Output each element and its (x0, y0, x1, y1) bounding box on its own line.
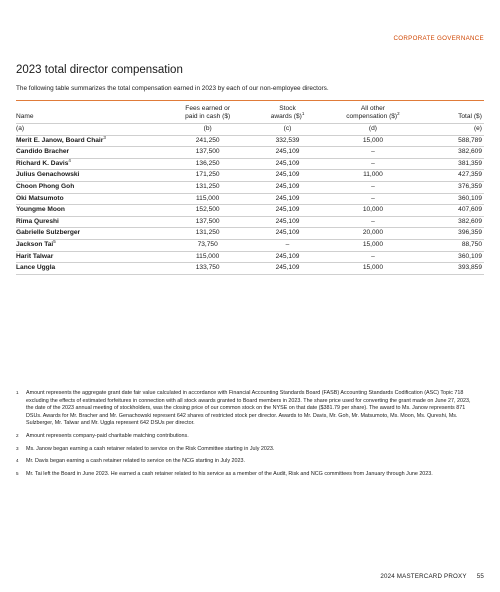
table-row (16, 251, 484, 263)
compensation-table (16, 100, 484, 275)
stock-cell: 245,109 (250, 216, 325, 228)
total-cell: 427,359 (421, 170, 484, 182)
footer-doc-title: 2024 MASTERCARD PROXY (380, 573, 467, 580)
footnote-ref: 3 (103, 134, 106, 140)
director-name: Richard K. Davis$^4$ (16, 158, 165, 170)
director-name: Choon Phong Goh (16, 181, 165, 193)
table-row (16, 205, 484, 217)
stock-cell: 245,109 (250, 158, 325, 170)
total-cell: 396,359 (421, 228, 484, 240)
director-name: Harit Talwar (16, 251, 165, 263)
total-cell: 381,359 (421, 158, 484, 170)
stock-cell: 245,109 (250, 228, 325, 240)
stock-cell: 245,109 (250, 147, 325, 159)
footnote-mark: 3 (16, 445, 19, 451)
director-name: Jackson Tai$^5$ (16, 239, 165, 251)
footnote-mark: 1 (16, 390, 19, 395)
footnote-ref: 5 (53, 238, 56, 244)
director-name: Oki Matsumoto (16, 193, 165, 205)
table-row (16, 228, 484, 240)
column-header-fees: Fees earned or paid in cash ($) (165, 101, 249, 124)
column-header-name: Name (16, 101, 165, 124)
director-name: Candido Bracher (16, 147, 165, 159)
column-header-other: All other compensation ($)$^2$ (325, 101, 421, 124)
stock-cell: 332,539 (250, 135, 325, 147)
other-cell: – (325, 158, 421, 170)
footnote-ref: 4 (68, 157, 71, 163)
footnote-mark: 5 (16, 470, 19, 476)
footnote-text: Amount represents company-paid charitable matching contributions. (26, 432, 189, 439)
footnote (16, 390, 478, 428)
stock-cell: 245,109 (250, 193, 325, 205)
column-header-total: Total ($) (421, 101, 484, 124)
stock-cell: – (250, 239, 325, 251)
table-header-row (16, 101, 484, 124)
fees-cell: 131,250 (165, 228, 249, 240)
table-row (16, 193, 484, 205)
table-row (16, 263, 484, 275)
footnote-mark: 2 (16, 432, 19, 438)
total-cell: 360,109 (421, 251, 484, 263)
letter-d: (d) (325, 124, 421, 136)
total-cell: 382,609 (421, 216, 484, 228)
fees-cell: 171,250 (165, 170, 249, 182)
table-row (16, 181, 484, 193)
total-cell: 88,750 (421, 239, 484, 251)
fees-cell: 152,500 (165, 205, 249, 217)
footnote (16, 433, 478, 441)
letter-b: (b) (165, 124, 249, 136)
other-cell: 20,000 (325, 228, 421, 240)
stock-cell: 245,109 (250, 181, 325, 193)
footnote-text: Amount represents the aggregate grant date fair value calculated in accordance with Financial Accounting Standards Board (FASB) Accounting Standards Codification (ASC) Topic 718 excluding the effects of estimated forfeitures in connection with all stock awards granted to Board members in 2023. The share price used for converting the grant made on June 27, 2023, the date of the 2023 annual meeting of stockholders, was the closing price of our common stock on the NYSE on that date ($381.79 per share). The award to Ms. Janow represents 871 DSUs. Awards for Mr. Bracher and Mr. Genachowski represent 642 shares of restricted stock per director. Awards to Mr. Davis, Mr. Goh, Mr. Matsumoto, Ms. Moon, Ms. Qureshi, Ms. Sulzberger, Mr. Talwar and Mr. Uggla represent 642 DSUs per director. (26, 390, 471, 427)
other-cell: – (325, 147, 421, 159)
fees-cell: 136,250 (165, 158, 249, 170)
other-cell: 11,000 (325, 170, 421, 182)
page-number: 55 (476, 573, 484, 580)
section-label: CORPORATE GOVERNANCE (393, 35, 484, 42)
footnote-mark: 4 (16, 458, 19, 464)
page-title: 2023 total director compensation (16, 64, 183, 76)
other-cell: 15,000 (325, 135, 421, 147)
other-cell: 15,000 (325, 239, 421, 251)
table-row (16, 147, 484, 159)
fees-cell: 115,000 (165, 193, 249, 205)
director-name: Rima Qureshi (16, 216, 165, 228)
table-row (16, 158, 484, 170)
table-row (16, 216, 484, 228)
stock-cell: 245,109 (250, 263, 325, 275)
total-cell: 360,109 (421, 193, 484, 205)
fees-cell: 137,500 (165, 147, 249, 159)
table-row (16, 135, 484, 147)
director-name: Julius Genachowski (16, 170, 165, 182)
footnote (16, 458, 478, 466)
total-cell: 382,609 (421, 147, 484, 159)
fees-cell: 137,500 (165, 216, 249, 228)
fees-cell: 241,250 (165, 135, 249, 147)
fees-cell: 131,250 (165, 181, 249, 193)
table-row (16, 170, 484, 182)
total-cell: 376,359 (421, 181, 484, 193)
other-cell: 10,000 (325, 205, 421, 217)
table-row (16, 239, 484, 251)
letter-e: (e) (421, 124, 484, 136)
total-cell: 407,609 (421, 205, 484, 217)
footnote-text: Ms. Janow began earning a cash retainer related to service on the Risk Committee starting in July 2023. (26, 445, 275, 452)
letter-c: (c) (250, 124, 325, 136)
total-cell: 393,859 (421, 263, 484, 275)
footnote (16, 446, 478, 454)
total-cell: 588,789 (421, 135, 484, 147)
fees-cell: 115,000 (165, 251, 249, 263)
other-cell: 15,000 (325, 263, 421, 275)
stock-cell: 245,109 (250, 170, 325, 182)
footnotes (16, 390, 478, 483)
director-name: Lance Uggla (16, 263, 165, 275)
letter-a: (a) (16, 124, 165, 136)
fees-cell: 73,750 (165, 239, 249, 251)
footnote (16, 471, 478, 479)
director-name: Gabrielle Sulzberger (16, 228, 165, 240)
other-cell: – (325, 181, 421, 193)
other-cell: – (325, 193, 421, 205)
director-name: Youngme Moon (16, 205, 165, 217)
other-cell: – (325, 216, 421, 228)
intro-text: The following table summarizes the total compensation earned in 2023 by each of our non-employee directors. (16, 85, 329, 92)
footnote-text: Mr. Davis began earning a cash retainer related to service on the NCG starting in July 2023. (26, 458, 246, 465)
stock-cell: 245,109 (250, 251, 325, 263)
stock-cell: 245,109 (250, 205, 325, 217)
page-footer (380, 573, 484, 580)
director-name: Merit E. Janow, Board Chair$^3$ (16, 135, 165, 147)
other-cell: – (325, 251, 421, 263)
fees-cell: 133,750 (165, 263, 249, 275)
column-header-stock: Stock awards ($)$^1$ (250, 101, 325, 124)
column-letter-row (16, 124, 484, 136)
footnote-text: Mr. Tai left the Board in June 2023. He earned a cash retainer related to his service as a member of the Audit, Risk and NCG committees from January through June 2023. (26, 470, 433, 477)
